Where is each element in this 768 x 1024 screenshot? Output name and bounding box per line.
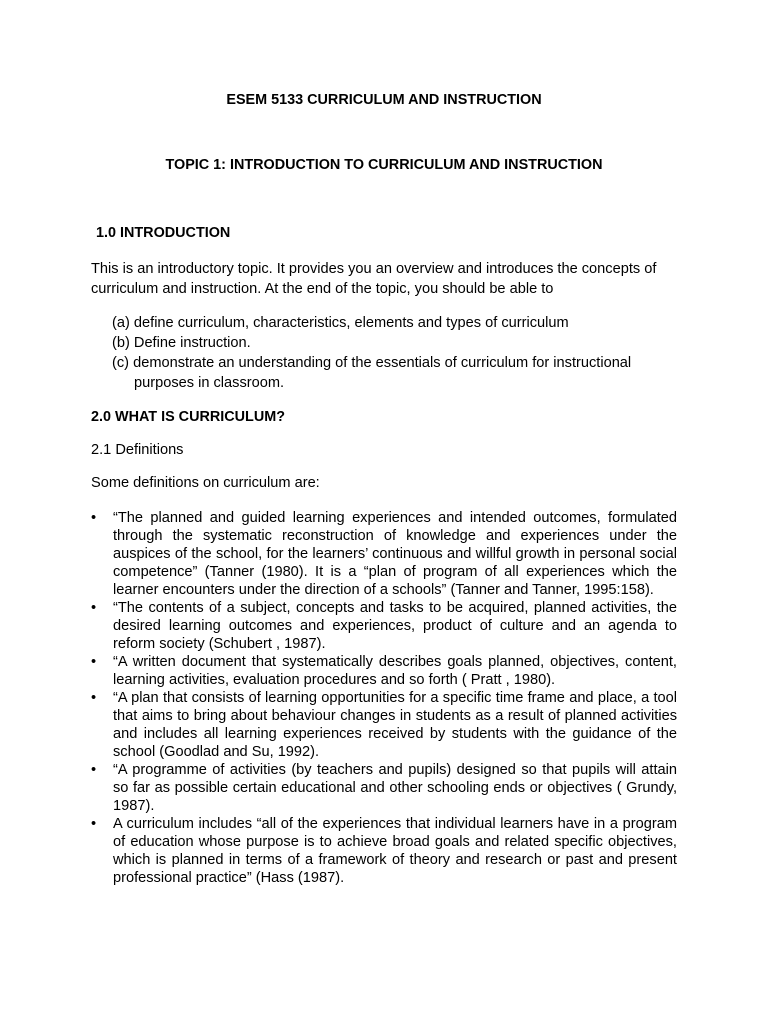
bullet-icon: •	[91, 762, 97, 778]
objective-text: Define instruction.	[133, 335, 251, 351]
definition-text: “The planned and guided learning experiences and intended outcomes, formulated through the systematic reconstruction of knowledge and experiences under the auspices of the school, for the learners’ continuous and willful growth in personal social competence” (Tanner (1980). It is a “plan of program of all experiences which the learner encounters under the direction of a schools” (Tanner and Tanner, 1995:158).	[113, 510, 677, 598]
bullet-icon: •	[91, 510, 97, 526]
objective-label: (a)	[112, 315, 130, 331]
introduction-paragraph: This is an introductory topic. It provides you an overview and introduces the concepts of curriculum and instruction. At the end of the topic, you should be able to	[91, 261, 657, 297]
objective-item	[112, 333, 682, 353]
definition-text: A curriculum includes “all of the experiences that individual learners have in a program of education whose purpose is to achieve broad goals and related specific objectives, which is planned in terms of a framework of theory and research or past and present professional practice” (Hass (1987).	[113, 816, 677, 886]
objective-item	[112, 313, 682, 333]
definition-item	[91, 689, 677, 761]
objective-text: demonstrate an understanding of the essentials of curriculum for instructional	[133, 355, 632, 371]
section-heading-what-is-curriculum: 2.0 WHAT IS CURRICULUM?	[91, 409, 285, 425]
objective-text: define curriculum, characteristics, elements and types of curriculum	[133, 315, 569, 331]
bullet-icon: •	[91, 600, 97, 616]
definition-item	[91, 761, 677, 815]
objective-item	[112, 353, 682, 393]
definition-text: “A plan that consists of learning opportunities for a specific time frame and place, a tool that aims to bring about behaviour changes in students as a result of planned activities and includes all learning experiences received by students with the guidance of the school (Goodlad and Su, 1992).	[113, 690, 677, 760]
definitions-lead-text: Some definitions on curriculum are:	[91, 475, 320, 491]
topic-title: TOPIC 1: INTRODUCTION TO CURRICULUM AND INSTRUCTION	[165, 157, 603, 173]
bullet-icon: •	[91, 816, 97, 832]
objective-label: (c)	[112, 355, 130, 371]
section-heading-introduction: 1.0 INTRODUCTION	[96, 225, 231, 241]
bullet-icon: •	[91, 690, 97, 706]
objective-label: (b)	[112, 335, 130, 351]
definition-item	[91, 815, 677, 887]
definition-item	[91, 599, 677, 653]
definition-item	[91, 509, 677, 599]
definition-text: “A programme of activities (by teachers and pupils) designed so that pupils will attain so far as possible certain educational and other schooling ends or objectives ( Grundy, 1987).	[113, 762, 677, 814]
course-title: ESEM 5133 CURRICULUM AND INSTRUCTION	[226, 92, 542, 108]
definition-item	[91, 653, 677, 689]
objective-text-continuation: purposes in classroom.	[134, 375, 285, 391]
definition-text: “The contents of a subject, concepts and tasks to be acquired, planned activities, the desired learning outcomes and experiences, product of culture and an agenda to reform society (Schubert , 1987).	[113, 600, 677, 652]
definitions-list	[91, 509, 677, 887]
subsection-heading-definitions: 2.1 Definitions	[91, 442, 184, 458]
learning-objectives-list	[112, 313, 682, 393]
definition-text: “A written document that systematically describes goals planned, objectives, content, learning activities, evaluation procedures and so forth ( Pratt , 1980).	[113, 654, 677, 688]
bullet-icon: •	[91, 654, 97, 670]
